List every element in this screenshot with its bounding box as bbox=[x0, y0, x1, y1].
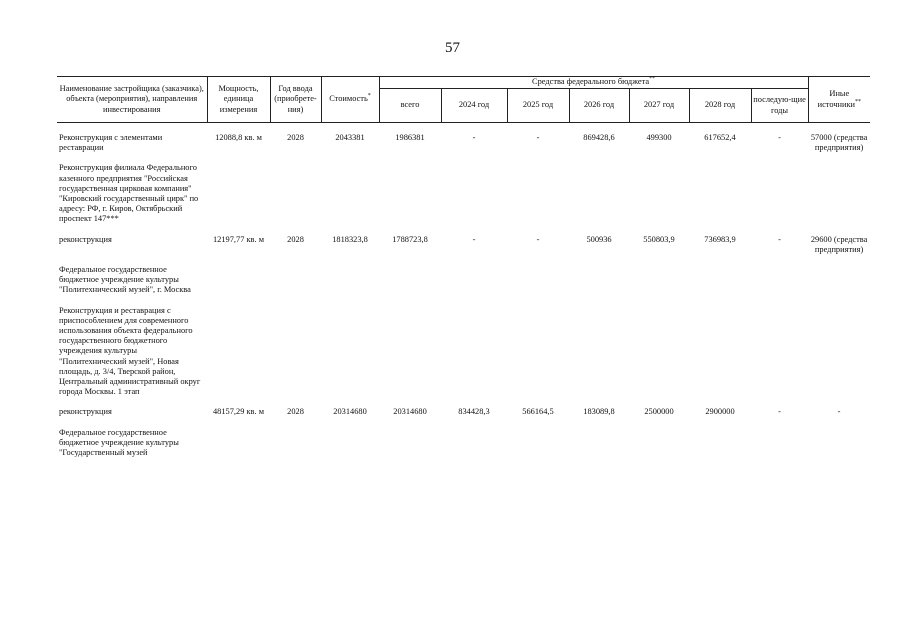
subheader-2025: 2025 год bbox=[507, 89, 569, 123]
row-year: 2028 bbox=[287, 133, 304, 142]
row-2026: 869428,6 bbox=[583, 133, 615, 142]
row-year: 2028 bbox=[287, 234, 304, 244]
row-2025: 566164,5 bbox=[522, 407, 554, 417]
table-row bbox=[57, 235, 870, 255]
subheader-total: всего bbox=[379, 89, 441, 123]
row-2026: 500936 bbox=[586, 234, 612, 244]
row-other: 57000 (средства предприятия) bbox=[810, 133, 868, 153]
table-row bbox=[57, 428, 870, 459]
row-year: 2028 bbox=[287, 407, 304, 417]
subheader-2024: 2024 год bbox=[441, 89, 507, 123]
table-row bbox=[57, 306, 870, 398]
subheader-2026: 2026 год bbox=[569, 89, 629, 123]
header-name: Наименование застройщика (заказчика), объекта (мероприятия), направления инвестирования bbox=[57, 77, 207, 123]
row-later: - bbox=[778, 407, 781, 417]
row-2027: 2500000 bbox=[644, 407, 674, 417]
row-name: реконструкция bbox=[59, 234, 112, 244]
row-cost: 1818323,8 bbox=[332, 234, 368, 244]
header-federal: Средства федерального бюджета** bbox=[379, 77, 808, 89]
header-capacity: Мощность, единица измерения bbox=[207, 77, 270, 123]
subheader-later: последую-щие годы bbox=[751, 89, 808, 123]
subheader-2027: 2027 год bbox=[629, 89, 689, 123]
row-name: Реконструкция с элементами реставрации bbox=[59, 133, 163, 153]
row-other: 29600 (средства предприятия) bbox=[810, 234, 868, 254]
row-capacity: 12197,77 кв. м bbox=[212, 234, 264, 244]
row-other: - bbox=[837, 407, 841, 417]
row-capacity: 12088,8 кв. м bbox=[215, 133, 262, 142]
header-cost: Стоимость* bbox=[321, 77, 379, 123]
page-number: 57 bbox=[445, 40, 460, 56]
row-2027: 499300 bbox=[646, 133, 672, 142]
row-2024: - bbox=[472, 234, 476, 244]
row-name: Федеральное государственное бюджетное учреждение культуры "Политехнический музей", г. Москва bbox=[59, 265, 191, 295]
row-name: Реконструкция и реставрация с приспособлением для современного использования объекта федерального государственного бюджетного учреждения культуры "Политехнический музей", Новая площадь, д. 3/4, Тверской район, Центральный административный округ города Москвы. 1 этап bbox=[59, 305, 201, 397]
row-total: 1986381 bbox=[395, 133, 425, 142]
header-other: Иные источники** bbox=[808, 77, 870, 123]
row-2025: - bbox=[536, 234, 540, 244]
row-2028: 736983,9 bbox=[704, 234, 736, 244]
row-2024: 834428,3 bbox=[458, 407, 490, 417]
row-2028: 2900000 bbox=[705, 407, 735, 417]
row-name: Реконструкция филиала Федерального казенного предприятия "Российская государственная цирковая компания" "Кировский государственный цирк" по адресу: РФ, г. Киров, Октябрьский проспект 147*** bbox=[59, 163, 199, 224]
row-2026: 183089,8 bbox=[583, 407, 615, 417]
row-total: 1788723,8 bbox=[392, 234, 428, 244]
row-2025: - bbox=[536, 133, 540, 142]
row-2024: - bbox=[472, 133, 476, 142]
row-total: 20314680 bbox=[393, 407, 427, 417]
investment-table bbox=[57, 76, 870, 458]
row-cost: 2043381 bbox=[335, 133, 365, 142]
row-later: - bbox=[778, 234, 781, 244]
header-year: Год ввода (приобрете-ния) bbox=[270, 77, 321, 123]
row-cost: 20314680 bbox=[333, 407, 367, 417]
row-name: реконструкция bbox=[59, 407, 112, 417]
subheader-2028: 2028 год bbox=[689, 89, 751, 123]
row-2027: 550803,9 bbox=[643, 234, 675, 244]
table-row bbox=[57, 163, 870, 224]
row-later: - bbox=[778, 133, 781, 142]
row-2028: 617652,4 bbox=[704, 133, 736, 142]
row-name: Федеральное государственное бюджетное учреждение культуры "Государственный музей bbox=[59, 427, 179, 458]
table-row bbox=[57, 133, 870, 153]
row-capacity: 48157,29 кв. м bbox=[212, 407, 264, 417]
table-row bbox=[57, 265, 870, 296]
table-row bbox=[57, 407, 870, 417]
